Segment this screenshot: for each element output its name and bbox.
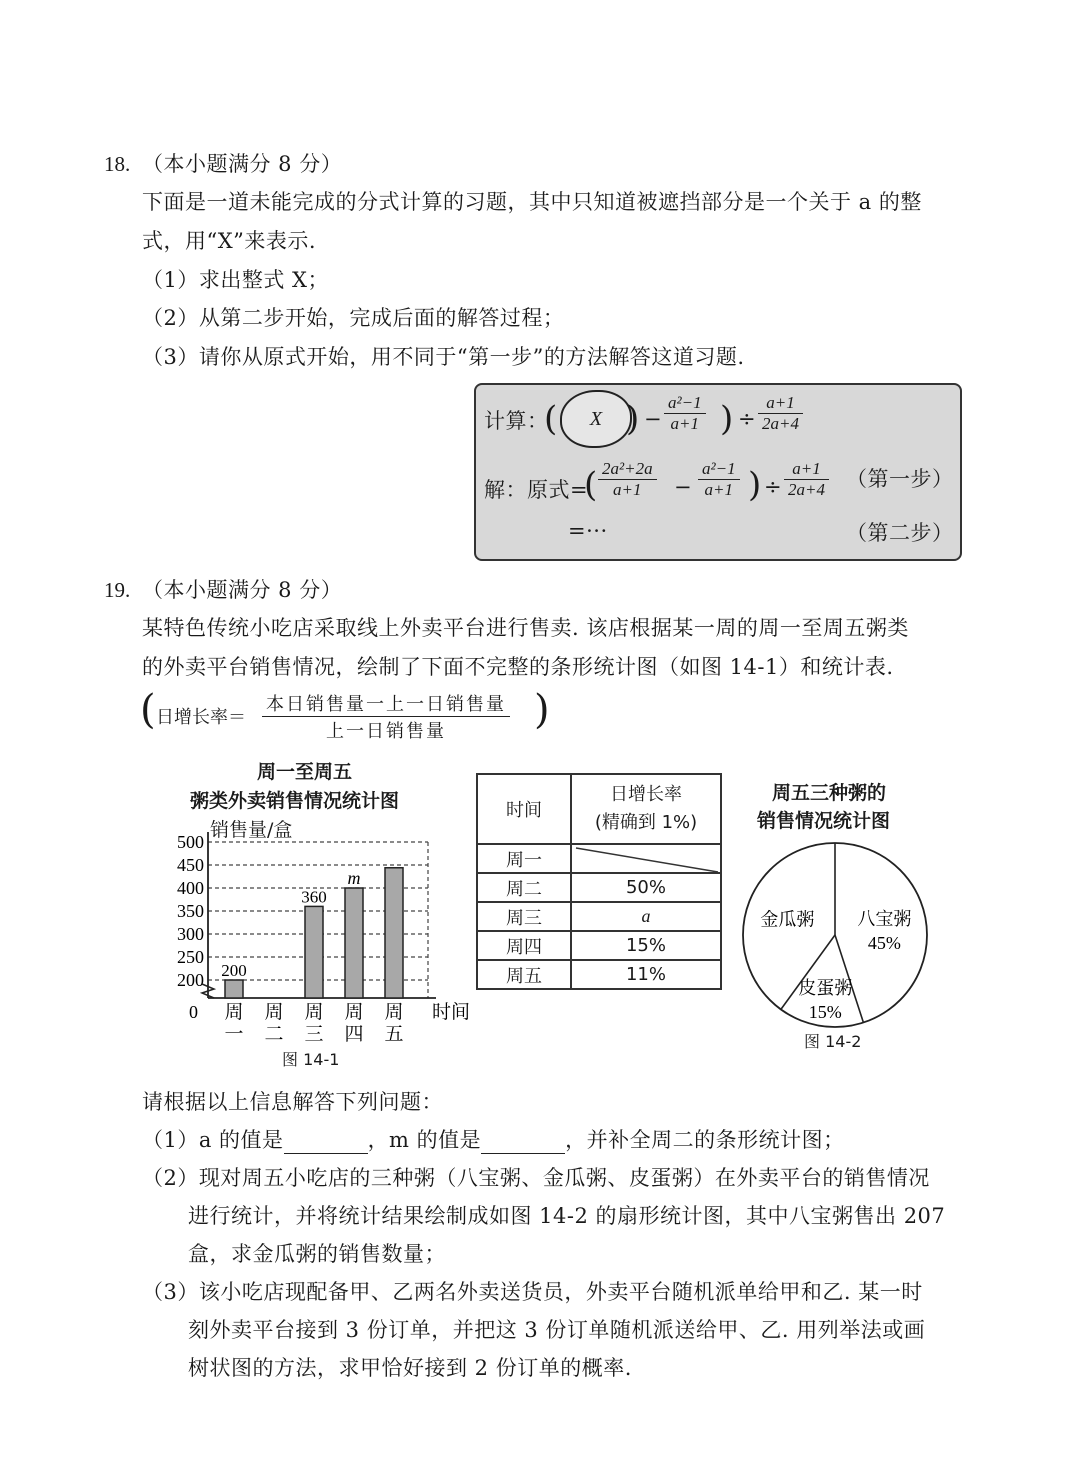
paren-open: ( [544,399,558,439]
q19-line1: 某特色传统小吃店采取线上外卖平台进行售卖. 该店根据某一周的周一至周五粥类 [142,616,909,640]
y-tick-label: 200 [177,970,204,990]
fraction-2 [758,393,803,434]
y-tick-label: 450 [177,855,204,875]
fraction-5 [784,459,829,500]
fraction-4-den: a+1 [704,480,734,499]
q19-part1 [142,1124,845,1154]
bar [225,980,243,998]
bar-data-label: 200 [221,961,247,980]
paren-close: ) [626,399,640,439]
q19-part3-line3: 树状图的方法，求甲恰好接到 2 份订单的概率. [188,1356,632,1380]
fraction-5-num: a+1 [784,459,829,480]
q18-line2: 式，用“X”来表示. [142,229,317,253]
q18-number: 18. [104,152,131,176]
minus-sign: − [644,407,663,431]
x-tick-label: 周 [264,1001,284,1023]
x-tick-label: 周 [384,1001,404,1023]
answer-blank-a[interactable] [284,1133,368,1154]
table-cell-day: 周二 [477,873,571,902]
table-row [477,960,721,989]
y-tick-label: 350 [177,901,204,921]
paren-close-2: ) [720,399,734,439]
q19-part2-line2: 进行统计，并将统计结果绘制成如图 14-2 的扇形统计图，其中八宝粥售出 207 [188,1204,946,1228]
q19-part2-line1: （2）现对周五小吃店的三种粥（八宝粥、金瓜粥、皮蛋粥）在外卖平台的销售情况 [142,1166,930,1190]
table-row [477,931,721,960]
q18-sub2: （2）从第二步开始，完成后面的解答过程； [142,306,565,330]
eq-dots: =··· [568,519,608,543]
fraction-1-num: a²−1 [664,393,706,414]
table-cell-rate-empty [571,844,721,873]
x-tick-label: 三 [304,1023,324,1045]
formula-paren-close: ) [534,687,550,733]
fraction-2-den: 2a+4 [762,414,799,433]
bar-chart-title: 周一至周五 [257,761,353,783]
fraction-5-den: 2a+4 [788,480,825,499]
origin-label: 0 [189,1002,198,1022]
table-header-rate-line2: (精确到 1%) [594,812,698,833]
x-tick-label: 四 [344,1023,364,1045]
table-row [477,844,721,873]
pie-slice-value: 15% [808,1002,842,1023]
fraction-3-num: 2a²+2a [598,459,657,480]
table-cell-rate: a [571,902,721,931]
masked-x-blob [560,390,632,448]
table-row [477,902,721,931]
q19-part3-line1: （3）该小吃店现配备甲、乙两名外卖送货员，外卖平台随机派单给甲和乙. 某一时 [142,1280,923,1304]
fraction-1-den: a+1 [670,414,700,433]
y-tick-label: 300 [177,924,204,944]
divide-sign-2: ÷ [764,475,783,499]
x-symbol: X [589,408,603,430]
fraction-4 [698,459,740,500]
answer-blank-m[interactable] [481,1133,565,1154]
pie-slice-label: 皮蛋粥 [798,978,853,1000]
table-cell-day: 周三 [477,902,571,931]
fraction-4-num: a²−1 [698,459,740,480]
q19-header: （本小题满分 8 分） [142,578,343,602]
q19-number: 19. [104,578,131,602]
q18-sub1: （1）求出整式 X； [142,268,329,292]
bar [385,868,403,998]
bar-chart-caption: 图 14-1 [282,1050,340,1069]
fraction-3-den: a+1 [613,480,642,499]
table-cell-day: 周四 [477,931,571,960]
table-cell-rate: 11% [571,960,721,989]
growth-rate-formula [262,690,510,743]
pie-slice-label: 金瓜粥 [760,909,815,931]
diagonal-slash [572,845,720,874]
pie-chart [735,835,935,1035]
table-header-rate [571,774,721,844]
table-cell-rate: 15% [571,931,721,960]
bar [305,906,323,998]
step1-label: （第一步） [846,467,954,491]
formula-paren-open: ( [140,687,156,733]
table-cell-day: 周五 [477,960,571,989]
solution-label: 解：原式= [484,478,589,502]
paren-close-3: ) [748,465,762,505]
x-tick-label: 周 [344,1001,364,1023]
part1-text-c: ，并补全周二的条形统计图； [565,1128,845,1152]
fraction-1 [664,393,706,434]
bar-chart [150,830,470,1080]
x-tick-label: 周 [304,1001,324,1023]
x-tick-label: 二 [264,1023,284,1045]
bar-chart-ylabel: 销售量/盒 [210,819,293,841]
formula-label: 日增长率＝ [156,707,246,728]
calc-label: 计算： [484,409,549,433]
paren-open-2: ( [584,465,598,505]
pie-chart-subtitle: 销售情况统计图 [757,810,891,832]
q18-header: （本小题满分 8 分） [142,152,343,176]
minus-sign-2: − [674,475,693,499]
q19-instructions: 请根据以上信息解答下列问题： [142,1090,443,1114]
formula-numerator: 本日销售量一上一日销售量 [262,690,510,717]
q18-problem-box [474,383,962,561]
x-tick-label: 一 [224,1023,244,1045]
growth-rate-table [476,773,722,990]
bar-chart-subtitle: 粥类外卖销售情况统计图 [190,790,400,812]
step2-label: （第二步） [846,521,954,545]
bar-data-label: m [347,868,361,888]
bar [345,888,363,998]
y-tick-label: 250 [177,947,204,967]
part1-text-a: （1）a 的值是 [142,1128,284,1152]
table-cell-rate: 50% [571,873,721,902]
q19-part2-line3: 盒，求金瓜粥的销售数量； [188,1242,446,1266]
q18-sub3: （3）请你从原式开始，用不同于“第一步”的方法解答这道习题. [142,345,745,369]
x-tick-label: 五 [384,1023,404,1045]
pie-slice-value: 45% [867,933,901,954]
divide-sign: ÷ [738,407,757,431]
q19-line2: 的外卖平台销售情况，绘制了下面不完整的条形统计图（如图 14-1）和统计表. [142,655,894,679]
part1-text-b: ，m 的值是 [367,1128,482,1152]
q19-part3-line2: 刻外卖平台接到 3 份订单，并把这 3 份订单随机派送给甲、乙. 用列举法或画 [188,1318,926,1342]
table-header-time: 时间 [477,774,571,844]
formula-denominator: 上一日销售量 [326,721,446,742]
fraction-2-num: a+1 [758,393,803,414]
table-cell-day: 周一 [477,844,571,873]
pie-slice-label: 八宝粥 [857,909,912,931]
x-tick-label: 周 [224,1001,244,1023]
pie-chart-title: 周五三种粥的 [772,782,887,804]
bar-data-label: 360 [301,887,327,907]
x-axis-label: 时间 [432,1001,470,1023]
q18-line1: 下面是一道未能完成的分式计算的习题，其中只知道被遮挡部分是一个关于 a 的整 [142,190,922,214]
fraction-3 [598,459,657,500]
table-row [477,873,721,902]
y-tick-label: 500 [177,832,204,852]
y-tick-label: 400 [177,878,204,898]
pie-chart-caption: 图 14-2 [804,1032,862,1051]
table-header-rate-line1: 日增长率 [610,784,682,805]
